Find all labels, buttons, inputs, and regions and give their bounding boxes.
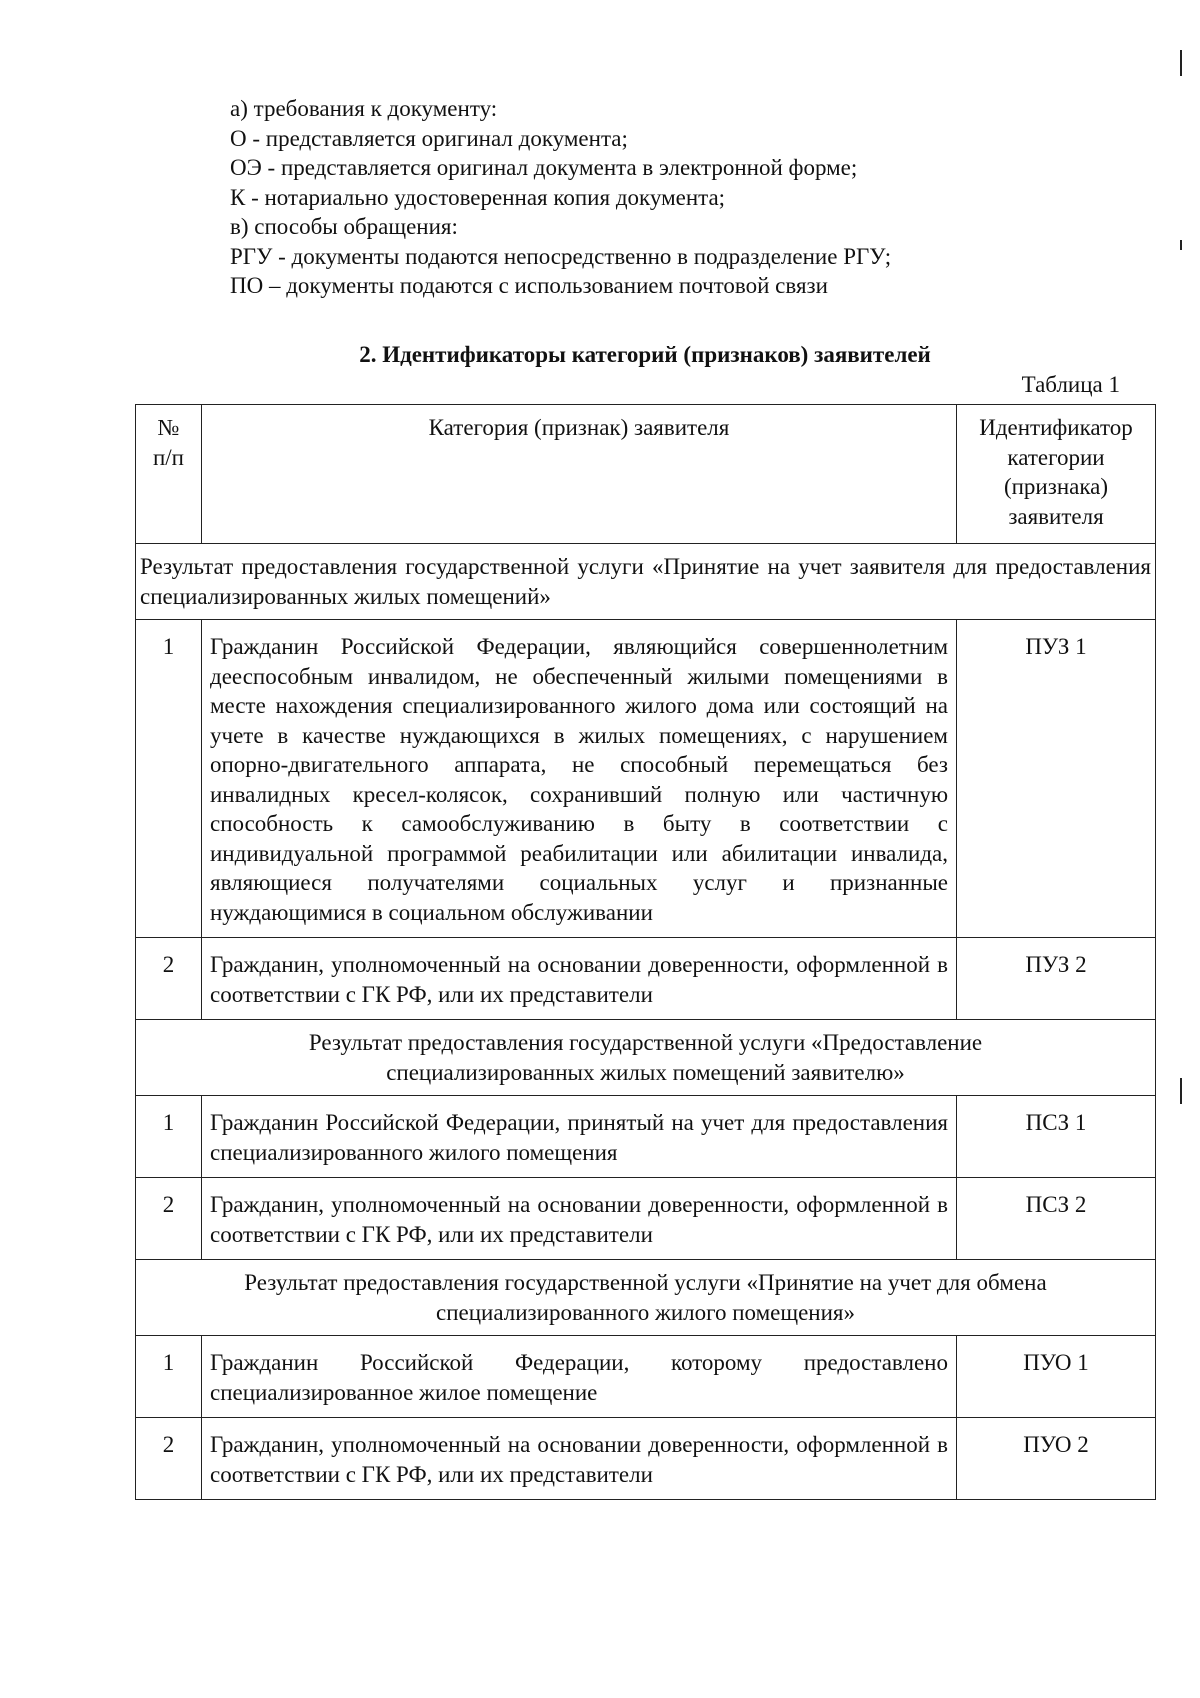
table-caption: Таблица 1 — [1021, 372, 1120, 397]
section-heading: 2. Идентификаторы категорий (признаков) заявителей — [359, 342, 931, 367]
table-header-row — [136, 405, 1156, 544]
row-num: 2 — [136, 938, 202, 1020]
legend-line: РГУ - документы подаются непосредственно в подразделение РГУ; — [230, 243, 892, 269]
table-row — [136, 620, 1156, 938]
row-identifier: ПУЗ 2 — [957, 938, 1156, 1020]
row-identifier: ПСЗ 1 — [957, 1096, 1156, 1178]
row-num: 1 — [136, 620, 202, 938]
row-num: 1 — [136, 1336, 202, 1418]
legend-line: а) требования к документу: — [230, 96, 498, 121]
row-identifier: ПУО 2 — [957, 1418, 1156, 1500]
group-row — [136, 544, 1156, 620]
group-row — [136, 1260, 1156, 1336]
row-category: Гражданин, уполномоченный на основании доверенности, оформленной в соответствии с ГК РФ, или их представители — [202, 1178, 957, 1260]
header-identifier: Идентификатор категории (признака) заявителя — [957, 405, 1156, 544]
row-category: Гражданин Российской Федерации, которому предоставлено специализированное жилое помещение — [202, 1336, 957, 1418]
legend-line: в) способы обращения: — [230, 214, 458, 239]
row-num: 1 — [136, 1096, 202, 1178]
table-row — [136, 1418, 1156, 1500]
legend-line: ОЭ - представляется оригинал документа в электронной форме; — [230, 155, 858, 180]
group-title: Результат предоставления государственной услуги «Принятие на учет для обмена специализированного жилого помещения» — [136, 1260, 1156, 1336]
table-row — [136, 938, 1156, 1020]
row-num: 2 — [136, 1178, 202, 1260]
group-row — [136, 1020, 1156, 1096]
legend — [230, 94, 1130, 301]
applicant-categories-table — [135, 404, 1156, 1500]
row-category: Гражданин, уполномоченный на основании доверенности, оформленной в соответствии с ГК РФ, или их представители — [202, 938, 957, 1020]
scan-edge-mark — [1180, 50, 1182, 76]
header-category: Категория (признак) заявителя — [202, 405, 957, 544]
row-identifier: ПСЗ 2 — [957, 1178, 1156, 1260]
legend-line: ПО – документы подаются с использованием почтовой связи — [230, 273, 828, 298]
table-row — [136, 1336, 1156, 1418]
legend-line: О - представляется оригинал документа; — [230, 125, 628, 151]
legend-line: К - нотариально удостоверенная копия документа; — [230, 184, 726, 210]
scan-edge-mark — [1180, 1078, 1182, 1104]
row-category: Гражданин, уполномоченный на основании доверенности, оформленной в соответствии с ГК РФ, или их представители — [202, 1418, 957, 1500]
row-num: 2 — [136, 1418, 202, 1500]
row-identifier: ПУЗ 1 — [957, 620, 1156, 938]
row-category: Гражданин Российской Федерации, являющийся совершеннолетним дееспособным инвалидом, не обеспеченный жилыми помещениями в месте нахождения специализированного жилого дома или состоящий на учете в качестве нуждающихся в жилых помещениях, с нарушением опорно-двигательного аппарата, не способный перемещаться без инвалидных кресел-колясок, сохранивший полную или частичную способность к самообслуживанию в быту в соответствии с индивидуальной программой реабилитации или абилитации инвалида, являющиеся получателями социальных услуг и признанные нуждающимися в социальном обслуживании — [202, 620, 957, 938]
table-row — [136, 1096, 1156, 1178]
row-identifier: ПУО 1 — [957, 1336, 1156, 1418]
group-title: Результат предоставления государственной услуги «Предоставление специализированных жилых помещений заявителю» — [136, 1020, 1156, 1096]
row-category: Гражданин Российской Федерации, принятый на учет для предоставления специализированного жилого помещения — [202, 1096, 957, 1178]
table-row — [136, 1178, 1156, 1260]
group-title: Результат предоставления государственной услуги «Принятие на учет заявителя для предоставления специализированных жилых помещений» — [136, 544, 1156, 620]
scan-edge-mark — [1180, 240, 1182, 250]
header-num: № п/п — [136, 405, 202, 544]
